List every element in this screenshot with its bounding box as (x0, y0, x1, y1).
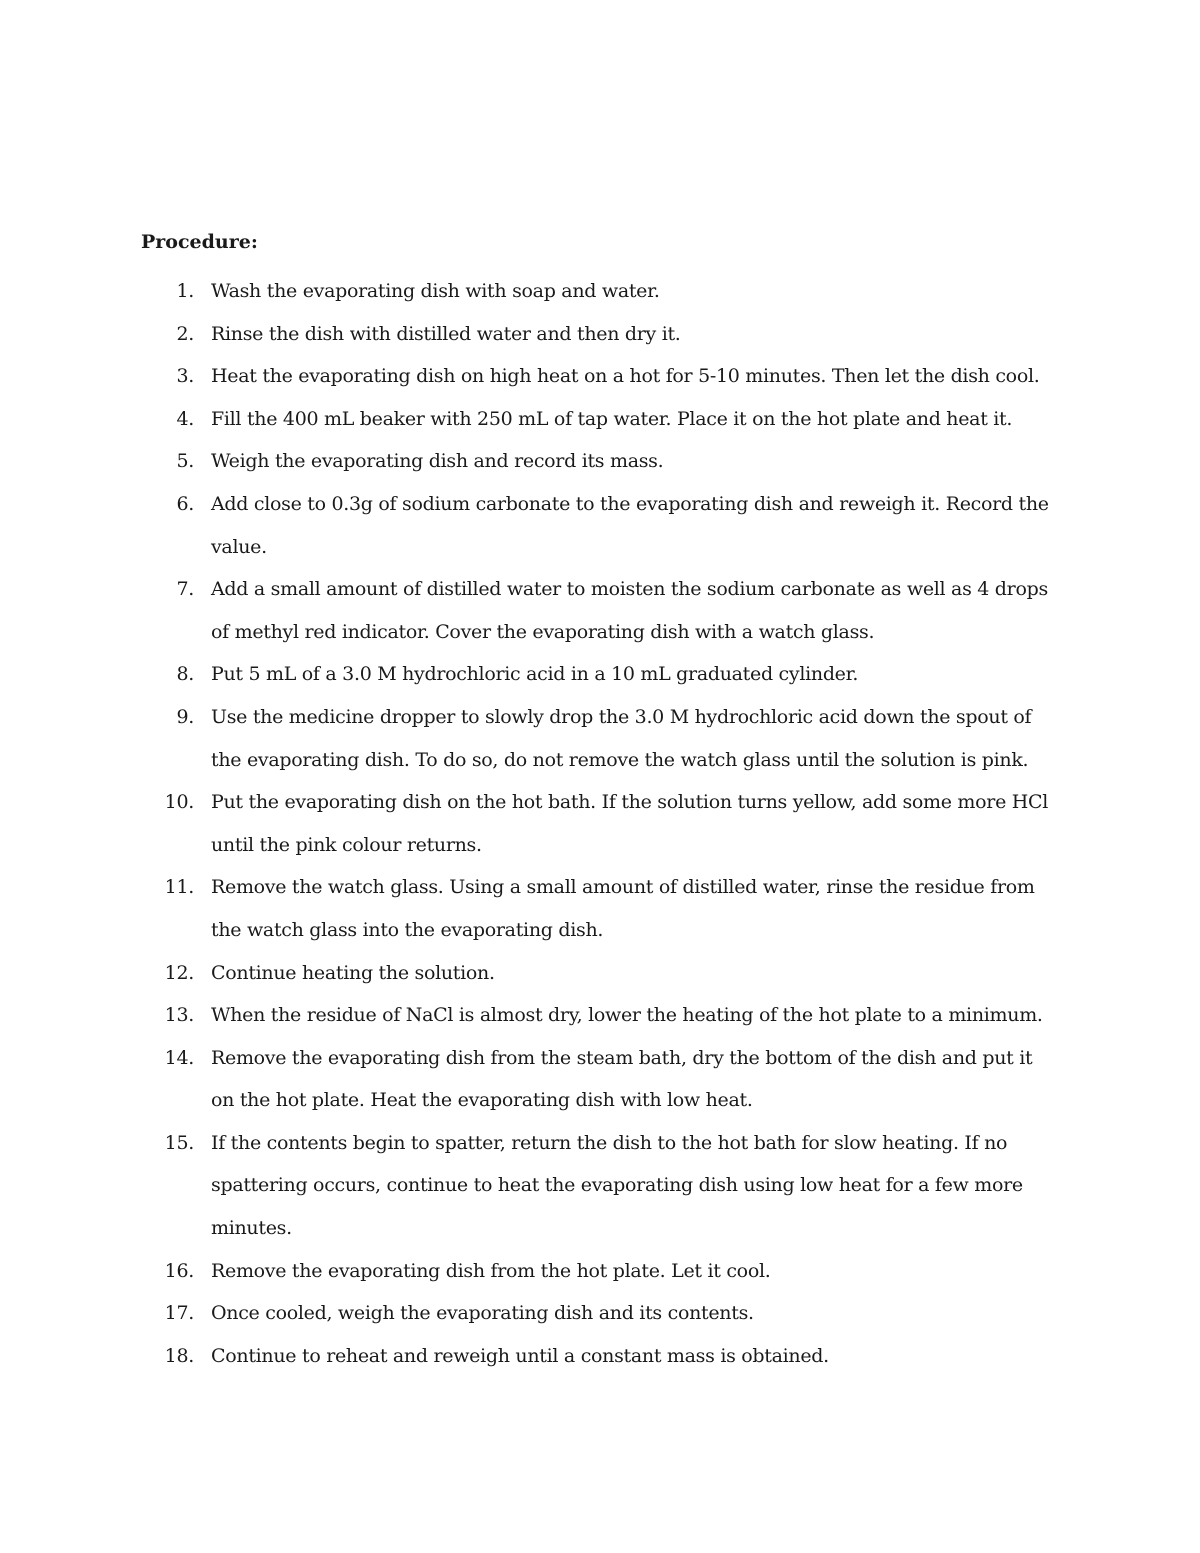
procedure-step (0, 1335, 1200, 1378)
step-text: Add a small amount of distilled water to moisten the sodium carbonate as well as 4 drops of methyl red indicator. Cover the evaporating dish with a watch glass. (211, 578, 1048, 643)
step-number: 15. (164, 1131, 194, 1154)
procedure-steps-list (0, 270, 1200, 1377)
procedure-step (0, 355, 1200, 398)
step-text: Weigh the evaporating dish and record its mass. (211, 450, 664, 473)
procedure-step (0, 1250, 1200, 1293)
procedure-step (0, 952, 1200, 995)
step-number: 5. (176, 450, 194, 473)
step-number: 11. (164, 876, 194, 899)
step-text: Put 5 mL of a 3.0 M hydrochloric acid in a 10 mL graduated cylinder. (211, 663, 859, 686)
procedure-step (0, 866, 1200, 951)
step-text: Remove the evaporating dish from the hot plate. Let it cool. (211, 1259, 771, 1282)
procedure-step (0, 270, 1200, 313)
step-number: 2. (176, 322, 194, 345)
procedure-step (0, 653, 1200, 696)
step-number: 14. (164, 1046, 194, 1069)
procedure-step (0, 696, 1200, 781)
procedure-step (0, 313, 1200, 356)
step-number: 9. (176, 705, 194, 728)
step-number: 10. (164, 791, 194, 814)
step-text: Continue to reheat and reweigh until a constant mass is obtained. (211, 1344, 829, 1367)
step-number: 7. (176, 578, 194, 601)
procedure-heading: Procedure: (141, 231, 258, 253)
procedure-step (0, 1037, 1200, 1122)
step-text: When the residue of NaCl is almost dry, lower the heating of the hot plate to a minimum. (211, 1004, 1043, 1027)
step-text: Heat the evaporating dish on high heat on a hot for 5-10 minutes. Then let the dish cool. (211, 365, 1040, 388)
step-text: Continue heating the solution. (211, 961, 495, 984)
step-number: 16. (164, 1259, 194, 1282)
procedure-step (0, 440, 1200, 483)
step-text: Put the evaporating dish on the hot bath. If the solution turns yellow, add some more HCl until the pink colour returns. (211, 791, 1049, 856)
procedure-step (0, 483, 1200, 568)
step-number: 8. (176, 663, 194, 686)
step-text: Add close to 0.3g of sodium carbonate to the evaporating dish and reweigh it. Record the value. (211, 492, 1049, 558)
step-text: Remove the evaporating dish from the steam bath, dry the bottom of the dish and put it on the hot plate. Heat the evaporating dish with low heat. (211, 1046, 1033, 1112)
step-number: 1. (176, 280, 194, 302)
procedure-step (0, 1292, 1200, 1335)
procedure-step (0, 568, 1200, 653)
step-number: 12. (164, 961, 194, 984)
step-number: 4. (176, 407, 194, 430)
step-text: Once cooled, weigh the evaporating dish and its contents. (211, 1302, 754, 1325)
procedure-step (0, 1122, 1200, 1250)
step-number: 3. (176, 365, 194, 388)
step-number: 17. (164, 1302, 194, 1325)
step-text: Fill the 400 mL beaker with 250 mL of tap water. Place it on the hot plate and heat it. (211, 407, 1013, 430)
step-text: Use the medicine dropper to slowly drop the 3.0 M hydrochloric acid down the spout of the evaporating dish. To do so, do not remove the watch glass until the solution is pink. (211, 705, 1032, 771)
procedure-step (0, 994, 1200, 1037)
step-number: 18. (164, 1344, 194, 1367)
step-text: Remove the watch glass. Using a small amount of distilled water, rinse the residue from the watch glass into the evaporating dish. (211, 876, 1035, 941)
step-text: Rinse the dish with distilled water and then dry it. (211, 322, 681, 345)
step-number: 13. (164, 1004, 194, 1027)
procedure-step (0, 781, 1200, 866)
procedure-step (0, 398, 1200, 441)
step-text: Wash the evaporating dish with soap and water. (211, 280, 660, 302)
step-number: 6. (176, 492, 194, 515)
step-text: If the contents begin to spatter, return the dish to the hot bath for slow heating. If no spattering occurs, continue to heat the evaporating dish using low heat for a few more minutes. (211, 1131, 1023, 1240)
